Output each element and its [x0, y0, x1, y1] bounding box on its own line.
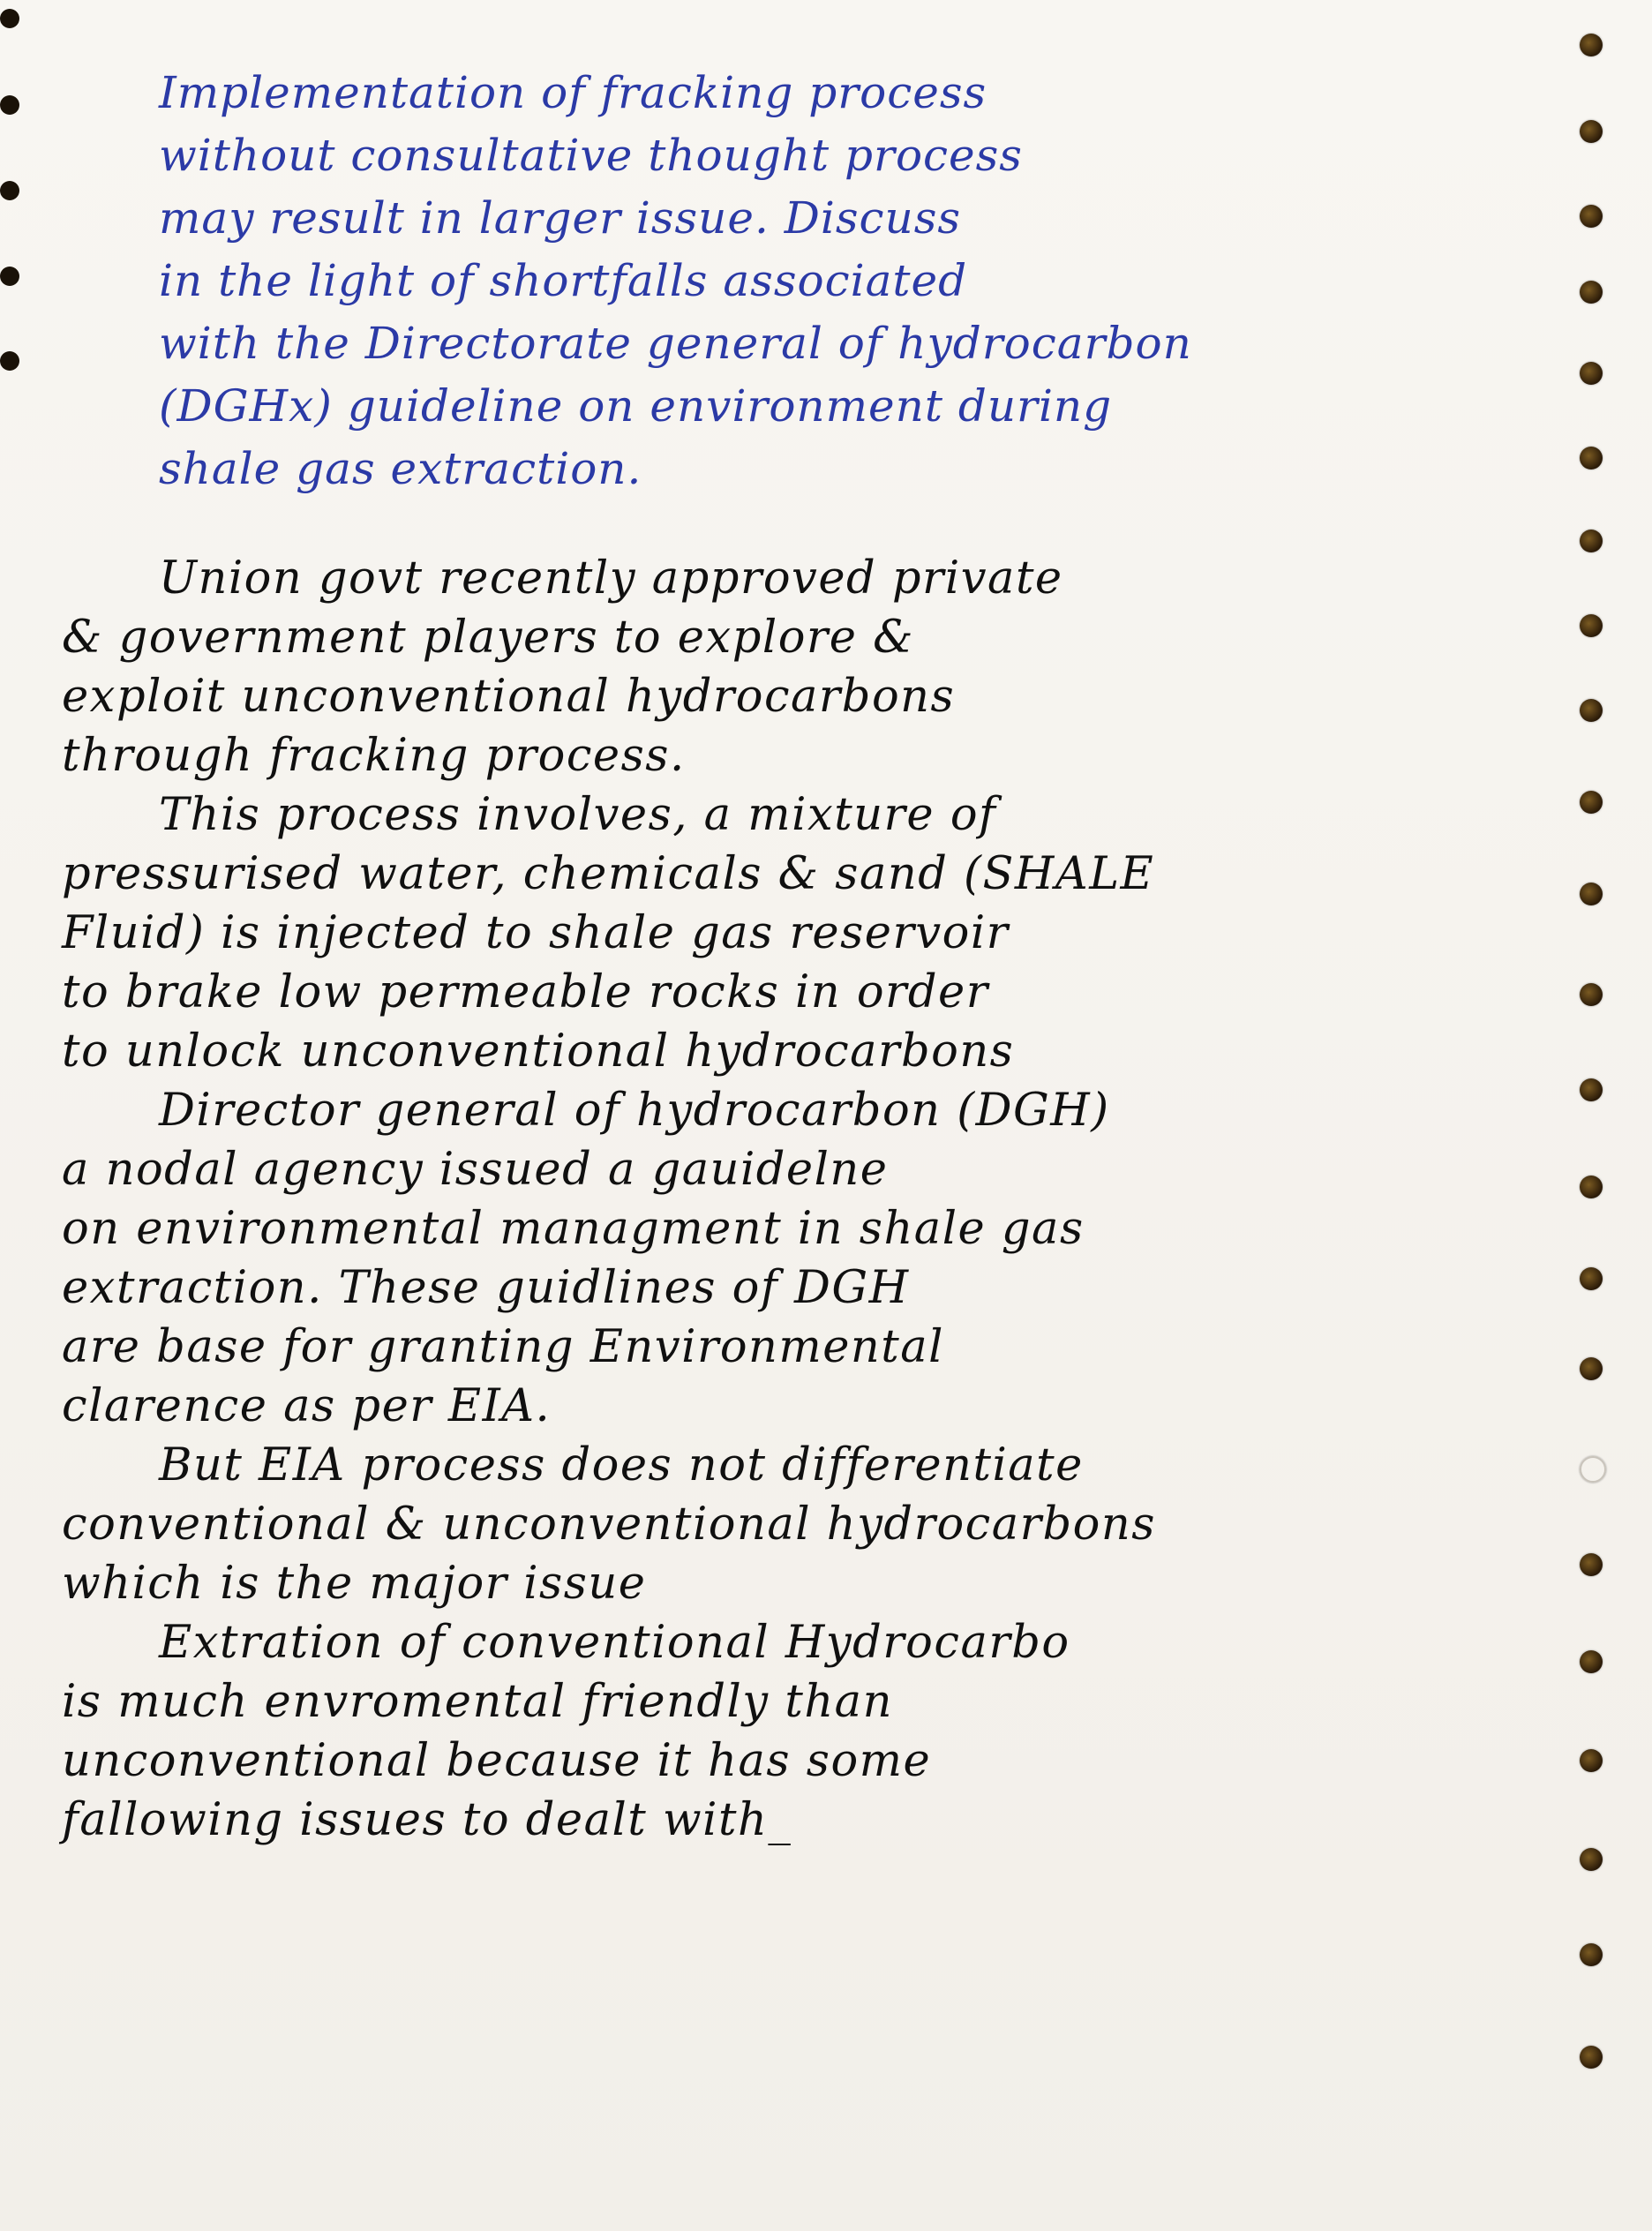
question-text — [159, 62, 1465, 500]
answer-line: Fluid) is injected to shale gas reservoir — [62, 907, 1010, 959]
binding-hole — [1580, 281, 1603, 304]
binding-hole — [1580, 205, 1603, 228]
binding-hole — [1580, 120, 1603, 143]
answer-line: are base for granting Environmental — [62, 1321, 944, 1373]
binding-hole — [1580, 614, 1603, 637]
answer-line: on environmental managment in shale gas — [62, 1203, 1085, 1255]
answer-line: But EIA process does not differentiate — [159, 1439, 1084, 1491]
margin-mark — [0, 267, 19, 286]
answer-line: Director general of hydrocarbon (DGH) — [159, 1085, 1110, 1137]
binding-hole — [1580, 1078, 1603, 1101]
binding-hole — [1580, 1456, 1606, 1483]
answer-line: fallowing issues to dealt with_ — [62, 1794, 792, 1846]
question-line: with the Directorate general of hydrocarbon — [159, 318, 1192, 369]
question-line: (DGHx) guideline on environment during — [159, 380, 1113, 432]
binding-hole — [1580, 34, 1603, 56]
binding-hole — [1580, 1749, 1603, 1772]
answer-line: extraction. These guidlines of DGH — [62, 1262, 910, 1314]
binding-hole — [1580, 791, 1603, 814]
binding-hole — [1580, 983, 1603, 1006]
binding-hole — [1580, 1943, 1603, 1966]
left-margin-marks — [0, 0, 26, 618]
binding-hole — [1580, 1650, 1603, 1673]
question-line: in the light of shortfalls associated — [159, 255, 968, 306]
binding-hole — [1580, 362, 1603, 385]
margin-mark — [0, 9, 19, 28]
answer-line: unconventional because it has some — [62, 1735, 932, 1787]
margin-mark — [0, 181, 19, 200]
answer-line: Union govt recently approved private — [159, 552, 1063, 605]
question-line: shale gas extraction. — [159, 443, 642, 494]
binding-hole — [1580, 1357, 1603, 1380]
binding-hole — [1580, 2046, 1603, 2069]
binding-hole — [1580, 1267, 1603, 1290]
binding-hole — [1580, 1553, 1603, 1576]
binding-hole — [1580, 1848, 1603, 1871]
answer-line: to brake low permeable rocks in order — [62, 966, 989, 1018]
binding-hole — [1580, 447, 1603, 469]
answer-line: a nodal agency issued a gauidelne — [62, 1144, 889, 1196]
answer-line: clarence as per EIA. — [62, 1380, 552, 1432]
answer-line: conventional & unconventional hydrocarbons — [62, 1499, 1156, 1551]
binding-hole — [1580, 1176, 1603, 1198]
margin-mark — [0, 95, 19, 115]
answer-text — [62, 549, 1456, 1850]
margin-mark — [0, 351, 19, 371]
answer-line: to unlock unconventional hydrocarbons — [62, 1025, 1015, 1078]
answer-line: This process involves, a mixture of — [159, 789, 997, 841]
question-line: may result in larger issue. Discuss — [159, 192, 962, 244]
binding-hole — [1580, 699, 1603, 722]
answer-line: through fracking process. — [62, 730, 686, 782]
question-line: Implementation of fracking process — [159, 67, 987, 118]
answer-line: Extration of conventional Hydrocarbo — [159, 1617, 1070, 1669]
binding-hole — [1580, 530, 1603, 552]
spiral-binding-holes — [1564, 0, 1617, 2231]
binding-hole — [1580, 883, 1603, 905]
answer-line: is much envromental friendly than — [62, 1676, 893, 1728]
answer-line: & government players to explore & — [62, 612, 915, 664]
answer-line: pressurised water, chemicals & sand (SHALE — [62, 848, 1155, 900]
answer-line: exploit unconventional hydrocarbons — [62, 671, 956, 723]
answer-line: which is the major issue — [62, 1558, 647, 1610]
question-line: without consultative thought process — [159, 130, 1023, 181]
